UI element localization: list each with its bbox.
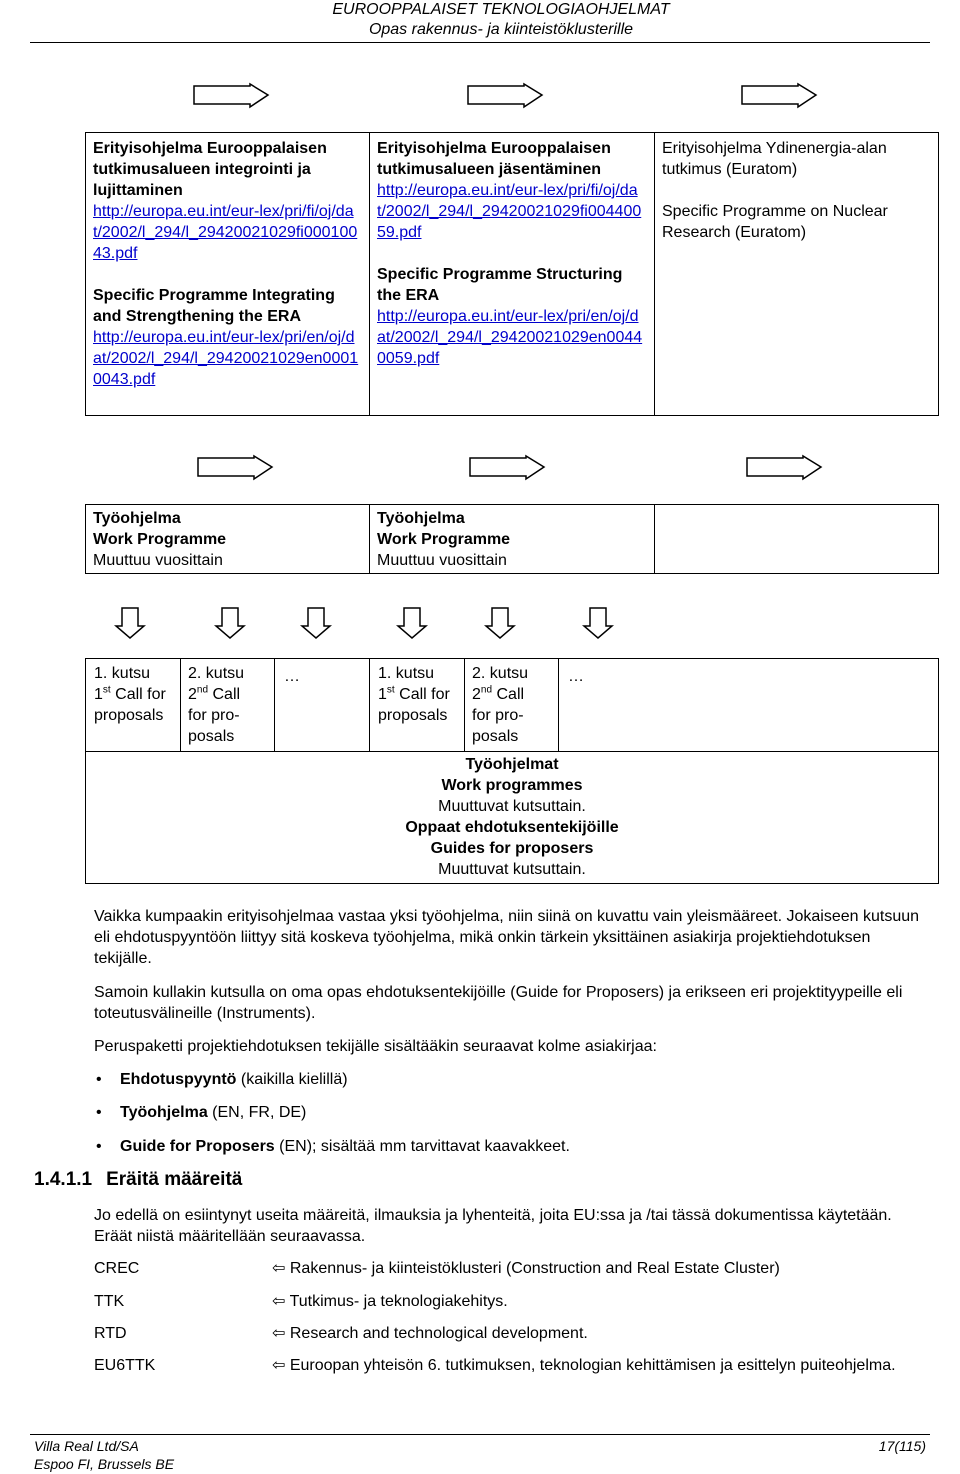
bullet-2-bold: Työohjelma (120, 1104, 208, 1121)
call-3-cell: 1. kutsu 1st Call for proposals (378, 663, 464, 726)
footer-location: Espoo FI, Brussels BE (34, 1456, 175, 1472)
arrow-right-icon (192, 80, 270, 112)
arrow-right-icon (468, 452, 546, 484)
call-2-cell: 2. kutsu 2nd Call for pro- posals (188, 663, 268, 747)
programme-3 (654, 132, 940, 249)
arrow-right-icon (196, 452, 274, 484)
arrow-right-icon (745, 452, 823, 484)
section-title: Eräitä määreitä (106, 1169, 243, 1190)
bullet-2-rest: (EN, FR, DE) (207, 1104, 307, 1121)
call-ellipsis: … (284, 668, 300, 685)
header-subtitle: Opas rakennus- ja kiinteistöklusterille (368, 21, 634, 38)
footer-rule (30, 1434, 930, 1435)
paragraph-3: Peruspaketti projektiehdotuksen tekijälle sisältääkin seuraavat kolme asiakirjaa: (94, 1038, 657, 1055)
section-intro: Jo edellä on esiintynyt useita määreitä, ilmauksia ja lyhenteitä, joita EU:ssa ja /tai tässä dokumentissa käytetään. Eräät niistä määritellään seuraavassa. (94, 1207, 892, 1245)
bullet-1 (120, 1069, 348, 1090)
bullet-dot: • (96, 1138, 102, 1155)
call-4-en-a: Call (496, 686, 525, 703)
table-divider (464, 658, 465, 751)
call-1-cell: 1. kutsu 1st Call for proposals (94, 663, 180, 726)
bullet-3-bold: Guide for Proposers (120, 1138, 275, 1155)
footer-company: Villa Real Ltd/SA (34, 1438, 139, 1454)
call-3-sup: st (386, 684, 395, 696)
call-1-sup: st (102, 684, 111, 696)
section-number: 1.4.1.1 (34, 1169, 93, 1190)
call-1-en: Call for proposals (94, 686, 166, 724)
table-divider (369, 658, 370, 751)
programme-1 (85, 132, 369, 396)
call-ellipsis: … (568, 668, 584, 685)
programme-1-en-title: Specific Programme Integrating and Strengthening the ERA (93, 287, 335, 325)
paragraph-2: Samoin kullakin kutsulla on oma opas ehdotuksentekijöille (Guide for Proposers) ja erikseen eri projektityypeille eli toteutusvälineille (Instruments). (94, 984, 903, 1022)
programme-1-fi-link[interactable]: http://europa.eu.int/eur-lex/pri/fi/oj/dat/2002/l_294/l_29420021029fi00010043.pdf (93, 203, 358, 262)
bullet-2 (120, 1102, 306, 1123)
def-desc-1-text: Rakennus- ja kiinteistöklusteri (Construction and Real Estate Cluster) (289, 1260, 780, 1277)
bullet-dot: • (96, 1104, 102, 1121)
table-divider (274, 658, 275, 751)
wp-2-note: Muuttuu vuosittain (377, 552, 507, 569)
arrow-left-icon: ⇦ (272, 1325, 290, 1342)
call-2-en-c: posals (188, 728, 235, 745)
header-title: EUROOPPALAISET TEKNOLOGIAOHJELMAT (332, 1, 670, 18)
footer-page: 17(115) (878, 1438, 926, 1454)
programme-2-fi-title: Erityisohjelma Eurooppalaisen tutkimusalueen jäsentäminen (377, 140, 611, 178)
arrow-right-icon (466, 80, 544, 112)
arrow-down-icon (300, 606, 332, 640)
call-4-cell: 2. kutsu 2nd Call for pro- posals (472, 663, 552, 747)
call-4-en-c: posals (472, 728, 519, 745)
wp-summary-note-2: Muuttuvat kutsuttain. (438, 861, 586, 878)
wp-summary-guides-en: Guides for proposers (430, 840, 594, 857)
arrow-down-icon (114, 606, 146, 640)
paragraph-1: Vaikka kumpaakin erityisohjelmaa vastaa yksi työohjelma, niin siinä on kuvattu vain yleismääreet. Jokaiseen kutsuun eli ehdotuspyyntöön liittyy sitä koskeva työohjelma, mikä onkin tärkein yksittäinen asiakirja projektiehdotuksen tekijälle. (94, 908, 920, 967)
wp-summary-subtitle: Work programmes (441, 777, 583, 794)
arrow-left-icon: ⇦ (272, 1293, 290, 1310)
def-desc-3 (272, 1323, 932, 1344)
arrow-down-icon (484, 606, 516, 640)
def-desc-2-text: Tutkimus- ja teknologiakehitys. (289, 1293, 508, 1310)
call-2-sup: nd (196, 684, 209, 696)
programme-3-fi-title: Erityisohjelma Ydinenergia-alan tutkimus (Euratom) (662, 140, 887, 178)
wp-summary-note: Muuttuvat kutsuttain. (438, 798, 586, 815)
def-desc-3-text: Research and technological development. (289, 1325, 588, 1342)
programme-1-fi-title: Erityisohjelma Eurooppalaisen tutkimusalueen integrointi ja lujittaminen (93, 140, 327, 199)
def-term-3: RTD (94, 1325, 127, 1342)
work-programme-2 (369, 504, 653, 577)
header-rule (30, 42, 930, 43)
programme-3-en-title: Specific Programme on Nuclear Research (Euratom) (662, 203, 888, 241)
work-programme-1 (85, 504, 369, 577)
footer-left (34, 1437, 174, 1473)
table-divider (654, 504, 655, 574)
arrow-down-icon (396, 606, 428, 640)
wp-summary (85, 754, 939, 880)
def-desc-4 (272, 1355, 932, 1376)
wp-summary-title: Työohjelmat (465, 756, 559, 773)
arrow-left-icon: ⇦ (272, 1357, 290, 1374)
arrow-left-icon: ⇦ (272, 1260, 290, 1277)
call-3-en: Call for proposals (378, 686, 450, 724)
call-2-en-b: for pro- (188, 707, 240, 724)
def-desc-4-text: Euroopan yhteisön 6. tutkimuksen, teknologian kehittämisen ja esittelyn puiteohjelma. (289, 1357, 896, 1374)
call-1-label: 1. kutsu (94, 665, 151, 682)
wp-summary-guides-fi: Oppaat ehdotuksentekijöille (405, 819, 619, 836)
call-2-en-a: Call (212, 686, 241, 703)
bullet-3 (120, 1136, 570, 1157)
wp-2-subtitle: Work Programme (377, 531, 511, 548)
programme-2-fi-link[interactable]: http://europa.eu.int/eur-lex/pri/fi/oj/dat/2002/l_294/l_29420021029fi00440059.pdf (377, 182, 642, 241)
programme-2-en-title: Specific Programme Structuring the ERA (377, 266, 623, 304)
call-4-en-b: for pro- (472, 707, 524, 724)
def-term-1: CREC (94, 1260, 140, 1277)
def-term-4: EU6TTK (94, 1357, 156, 1374)
table-divider (558, 658, 559, 751)
wp-1-subtitle: Work Programme (93, 531, 227, 548)
section-heading (34, 1168, 242, 1192)
arrow-down-icon (582, 606, 614, 640)
table-divider (180, 658, 181, 751)
bullet-1-rest: (kaikilla kielillä) (236, 1071, 348, 1088)
bullet-3-rest: (EN); sisältää mm tarvittavat kaavakkeet. (274, 1138, 570, 1155)
def-term-2: TTK (94, 1293, 125, 1310)
wp-2-title: Työohjelma (377, 510, 465, 527)
wp-1-title: Työohjelma (93, 510, 181, 527)
arrow-right-icon (740, 80, 818, 112)
wp-1-note: Muuttuu vuosittain (93, 552, 223, 569)
table-divider (85, 751, 939, 752)
def-desc-2 (272, 1291, 932, 1312)
call-3-label: 1. kutsu (378, 665, 435, 682)
def-desc-1 (272, 1258, 932, 1279)
call-2-label: 2. kutsu (188, 665, 245, 682)
call-4-sup: nd (480, 684, 493, 696)
programme-2-en-link[interactable]: http://europa.eu.int/eur-lex/pri/en/oj/dat/2002/l_294/l_29420021029en00440059.pdf (377, 308, 643, 367)
programme-1-en-link[interactable]: http://europa.eu.int/eur-lex/pri/en/oj/dat/2002/l_294/l_29420021029en00010043.pdf (93, 329, 359, 388)
bullet-dot: • (96, 1071, 102, 1088)
arrow-down-icon (214, 606, 246, 640)
programme-2 (369, 132, 653, 375)
bullet-1-bold: Ehdotuspyyntö (120, 1071, 237, 1088)
call-4-label: 2. kutsu (472, 665, 529, 682)
